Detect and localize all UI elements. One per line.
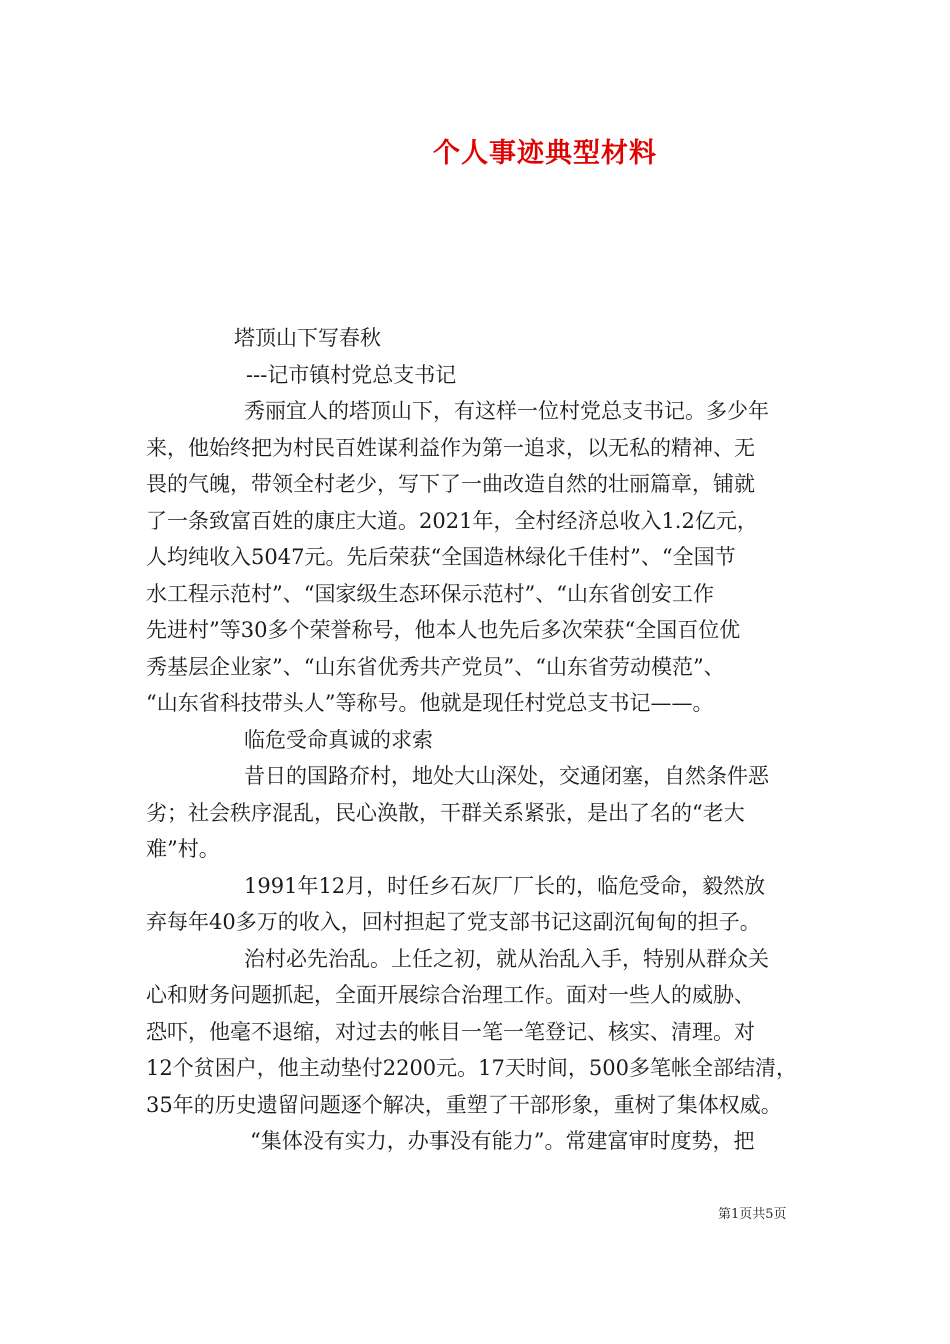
paragraph-line: 来，他始终把为村民百姓谋利益作为第一追求，以无私的精神、无 [146,435,755,460]
page-number: 第1页共5页 [718,1207,787,1222]
paragraph-line: 35年的历史遗留问题逐个解决，重塑了干部形象，重树了集体权威。 [146,1092,782,1117]
section-heading: 临危受命真诚的求索 [244,727,433,752]
document-body [146,320,826,1160]
document-title: 个人事迹典型材料 [433,138,657,169]
paragraph-line: 恐吓，他毫不退缩，对过去的帐目一笔一笔登记、核实、清理。对 [146,1019,755,1044]
paragraph-line: 昔日的国路夼村，地处大山深处，交通闭塞，自然条件恶 [244,764,769,788]
paragraph-line: “集体没有实力，办事没有能力”。常建富审时度势，把 [250,1129,755,1153]
paragraph-line: 先进村”等30多个荣誉称号，他本人也先后多次荣获“全国百位优 [146,618,741,642]
paragraph-line: 心和财务问题抓起，全面开展综合治理工作。面对一些人的威胁、 [146,983,755,1007]
paragraph-line: 秀基层企业家”、“山东省优秀共产党员”、“山东省劳动模范”、 [146,654,725,679]
paragraph-line: “山东省科技带头人”等称号。他就是现任村党总支书记——。 [146,691,714,715]
paragraph-line: 难”村。 [146,837,220,861]
paragraph-line: 12个贫困户，他主动垫付2200元。17天时间，500多笔帐全部结清， [146,1056,797,1080]
paragraph-line: 水工程示范村”、“国家级生态环保示范村”、“山东省创安工作 [146,581,714,606]
paragraph-line: 畏的气魄，带领全村老少，写下了一曲改造自然的壮丽篇章，铺就 [146,472,755,496]
subheading: ---记市镇村党总支书记 [246,362,457,387]
paragraph-line: 劣；社会秩序混乱，民心涣散，干群关系紧张，是出了名的“老大 [146,800,745,825]
paragraph-line: 秀丽宜人的塔顶山下，有这样一位村党总支书记。多少年 [244,399,769,423]
heading: 塔顶山下写春秋 [234,326,381,350]
paragraph-line: 了一条致富百姓的康庄大道。2021年，全村经济总收入1.2亿元， [146,508,758,533]
paragraph-line: 治村必先治乱。上任之初，就从治乱入手，特别从群众关 [244,946,769,971]
paragraph-line: 弃每年40多万的收入，回村担起了党支部书记这副沉甸甸的担子。 [146,910,761,934]
paragraph-line: 人均纯收入5047元。先后荣获“全国造林绿化千佳村”、“全国节 [146,545,736,569]
paragraph-line: 1991年12月，时任乡石灰厂厂长的，临危受命，毅然放 [244,873,766,898]
